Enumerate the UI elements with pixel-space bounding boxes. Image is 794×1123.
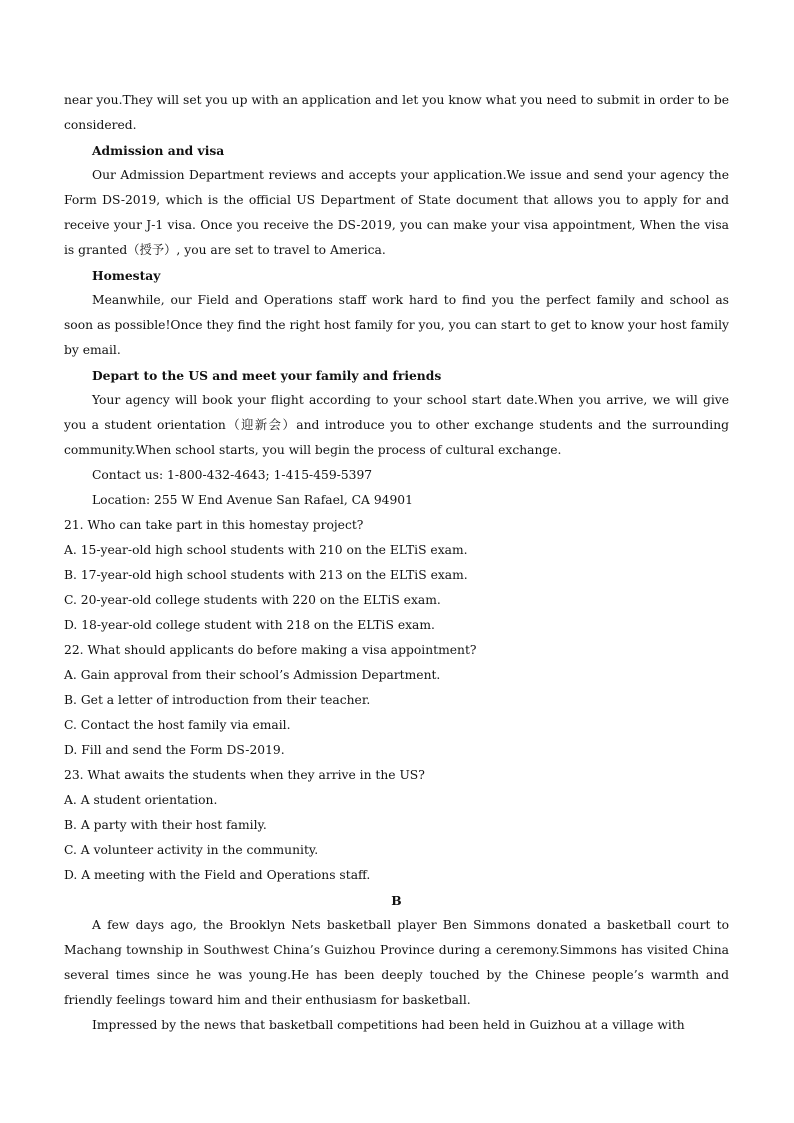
paragraph-admission-visa: Our Admission Department reviews and accepts your application.We issue and send your agency the Form DS-2019, which is the official US Department of State document that allows you to apply for and receive your J-1 visa. Once you receive the DS-2019, you can make your visa appointment, When the visa is granted（授予）, you are set to travel to America. (64, 168, 729, 257)
heading-depart: Depart to the US and meet your family and friends (92, 368, 442, 383)
paragraph-depart: Your agency will book your flight according to your school start date.When you arrive, we will give you a student orientation（迎新会）and introduce you to other exchange students and the surrounding community.When school starts, you will begin the process of cultural exchange. (64, 393, 729, 457)
question-text: 23. What awaits the students when they arrive in the US? (64, 768, 425, 782)
question-21 (64, 513, 729, 638)
option-a: A. A student orientation. (64, 793, 218, 807)
heading-admission-visa: Admission and visa (92, 143, 225, 158)
paragraph-b-1: A few days ago, the Brooklyn Nets basketball player Ben Simmons donated a basketball court to Machang township in Southwest China’s Guizhou Province during a ceremony.Simmons has visited China several times since he was young.He has been deeply touched by the Chinese people’s warmth and friendly feelings toward him and their enthusiasm for basketball. (64, 918, 729, 1007)
option-d: D. A meeting with the Field and Operations staff. (64, 868, 371, 882)
question-text: 21. Who can take part in this homestay project? (64, 518, 364, 532)
section-label-b: B (391, 893, 402, 908)
option-c: C. 20-year-old college students with 220 on the ELTiS exam. (64, 593, 441, 607)
heading-homestay: Homestay (92, 268, 161, 283)
location-line: Location: 255 W End Avenue San Rafael, CA 94901 (92, 493, 413, 507)
paragraph-b-2: Impressed by the news that basketball competitions had been held in Guizhou at a village with (92, 1018, 685, 1032)
question-text: 22. What should applicants do before making a visa appointment? (64, 643, 477, 657)
option-d: D. Fill and send the Form DS-2019. (64, 743, 285, 757)
paragraph-continuation: near you.They will set you up with an application and let you know what you need to submit in order to be considered. (64, 93, 729, 132)
option-b: B. A party with their host family. (64, 818, 267, 832)
contact-line: Contact us: 1-800-432-4643; 1-415-459-5397 (92, 468, 373, 482)
question-23 (64, 763, 729, 888)
option-b: B. 17-year-old high school students with 213 on the ELTiS exam. (64, 568, 468, 582)
question-22 (64, 638, 729, 763)
document-body (64, 88, 729, 1038)
option-c: C. Contact the host family via email. (64, 718, 291, 732)
paragraph-homestay: Meanwhile, our Field and Operations staff work hard to find you the perfect family and school as soon as possible!Once they find the right host family for you, you can start to get to know your host family by email. (64, 293, 729, 357)
option-b: B. Get a letter of introduction from their teacher. (64, 693, 371, 707)
option-c: C. A volunteer activity in the community. (64, 843, 319, 857)
option-a: A. 15-year-old high school students with 210 on the ELTiS exam. (64, 543, 468, 557)
option-a: A. Gain approval from their school’s Admission Department. (64, 668, 441, 682)
option-d: D. 18-year-old college student with 218 on the ELTiS exam. (64, 618, 435, 632)
